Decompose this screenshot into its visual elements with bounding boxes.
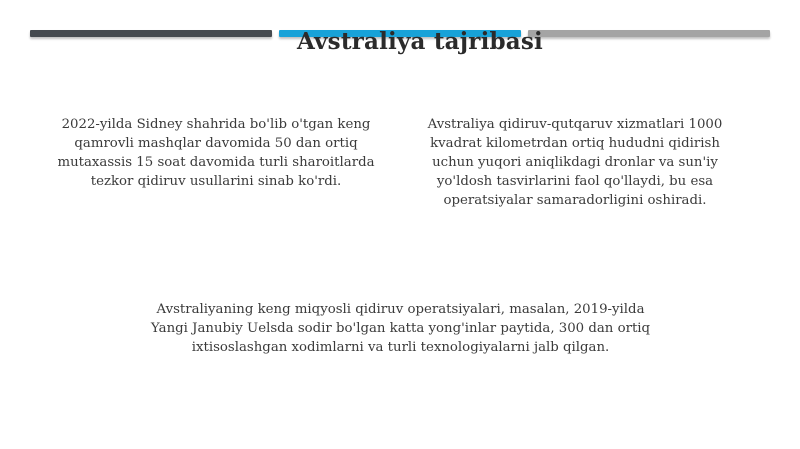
paragraph-right: Avstraliya qidiruv-qutqaruv xizmatlari 1000 kvadrat kilometrdan ortiq hududni qidirish uchun yuqori aniqlikdagi dronlar va sun'iy yo'ldosh tasvirlarini faol qo'llaydi, bu esa operatsiyalar samaradorligini oshiradi.: [427, 117, 723, 208]
paragraph-left: 2022-yilda Sidney shahrida bo'lib o'tgan keng qamrovli mashqlar davomida 50 dan ortiq mutaxassis 15 soat davomida turli sharoitlarda tezkor qidiruv usullarini sinab ko'rdi.: [57, 117, 375, 189]
paragraph-bottom: Avstraliyaning keng miqyosli qidiruv operatsiyalari, masalan, 2019-yilda Yangi Janubiy Uelsda sodir bo'lgan katta yong'inlar paytida, 300 dan ortiq ixtisoslashgan xodimlarni va turli texnologiyalarni jalb qilgan.: [150, 302, 651, 355]
slide-title: Avstraliya tajribasi: [297, 28, 543, 55]
